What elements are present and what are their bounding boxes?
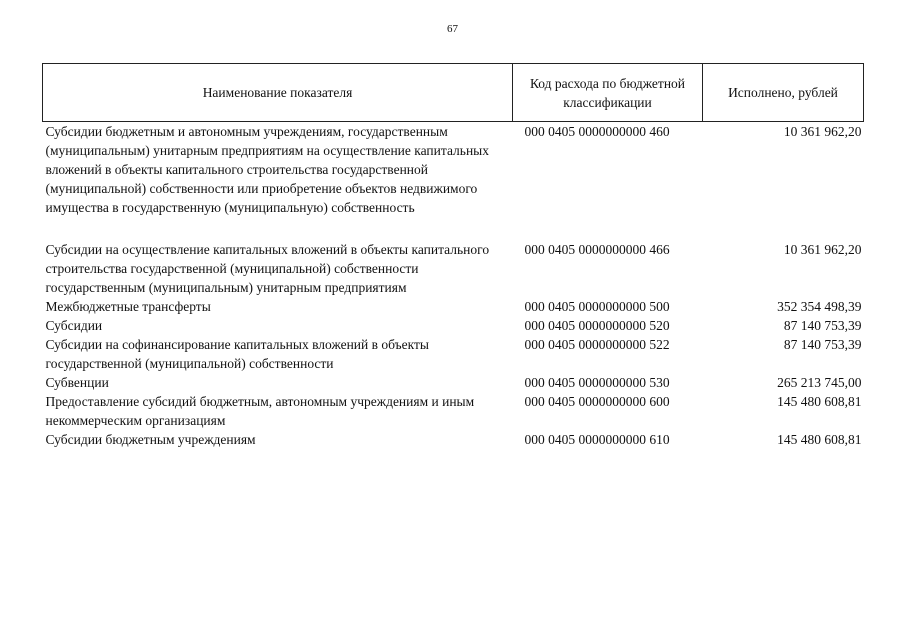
row-code: 000 0405 0000000000 466 [524, 242, 670, 257]
row-code: 000 0405 0000000000 522 [524, 337, 670, 352]
row-code: 000 0405 0000000000 530 [524, 375, 670, 390]
header-row [43, 64, 864, 122]
table-row [43, 297, 864, 316]
table-body [43, 122, 864, 450]
row-amount: 145 480 608,81 [777, 394, 862, 409]
row-name: Субвенции [45, 375, 109, 390]
table-row [43, 240, 864, 297]
row-code: 000 0405 0000000000 600 [524, 394, 670, 409]
row-code: 000 0405 0000000000 610 [524, 432, 670, 447]
page-number: 67 [447, 23, 458, 35]
table-row [43, 122, 864, 241]
row-name: Субсидии бюджетным учреждениям [45, 432, 256, 447]
table-row [43, 335, 864, 373]
row-amount: 10 361 962,20 [783, 242, 862, 257]
table-row [43, 316, 864, 335]
row-name: Субсидии бюджетным и автономным учреждениям, государственным (муниципальным) унитарным предприятиям на осуществление капитальных вложений в объекты капитального строительства государственной (муниципальной) собственности или приобретение объектов недвижимого имущества в государственную (муниципальную) собственность [45, 124, 489, 215]
header-name: Наименование показателя [43, 64, 513, 122]
row-amount: 265 213 745,00 [777, 375, 862, 390]
table-row [43, 373, 864, 392]
table-header [43, 64, 864, 122]
budget-table [42, 63, 864, 449]
row-code: 000 0405 0000000000 460 [524, 124, 670, 139]
row-name: Субсидии на осуществление капитальных вложений в объекты капитального строительства государственной (муниципальной) собственности государственным (муниципальным) унитарным предприятиям [45, 242, 490, 295]
row-amount: 87 140 753,39 [783, 318, 862, 333]
row-amount: 87 140 753,39 [783, 337, 862, 352]
row-code: 000 0405 0000000000 520 [524, 318, 670, 333]
row-amount: 10 361 962,20 [783, 124, 862, 139]
header-code: Код расхода по бюджетной классификации [513, 64, 703, 122]
row-name: Субсидии на софинансирование капитальных вложений в объекты государственной (муниципальной) собственности [45, 337, 429, 371]
row-amount: 145 480 608,81 [777, 432, 862, 447]
row-code: 000 0405 0000000000 500 [524, 299, 670, 314]
header-amount: Исполнено, рублей [703, 64, 864, 122]
row-name: Межбюджетные трансферты [45, 299, 211, 314]
row-amount: 352 354 498,39 [777, 299, 862, 314]
row-name: Субсидии [45, 318, 103, 333]
table-row [43, 430, 864, 449]
table-row [43, 392, 864, 430]
row-name: Предоставление субсидий бюджетным, автономным учреждениям и иным некоммерческим организациям [45, 394, 475, 428]
